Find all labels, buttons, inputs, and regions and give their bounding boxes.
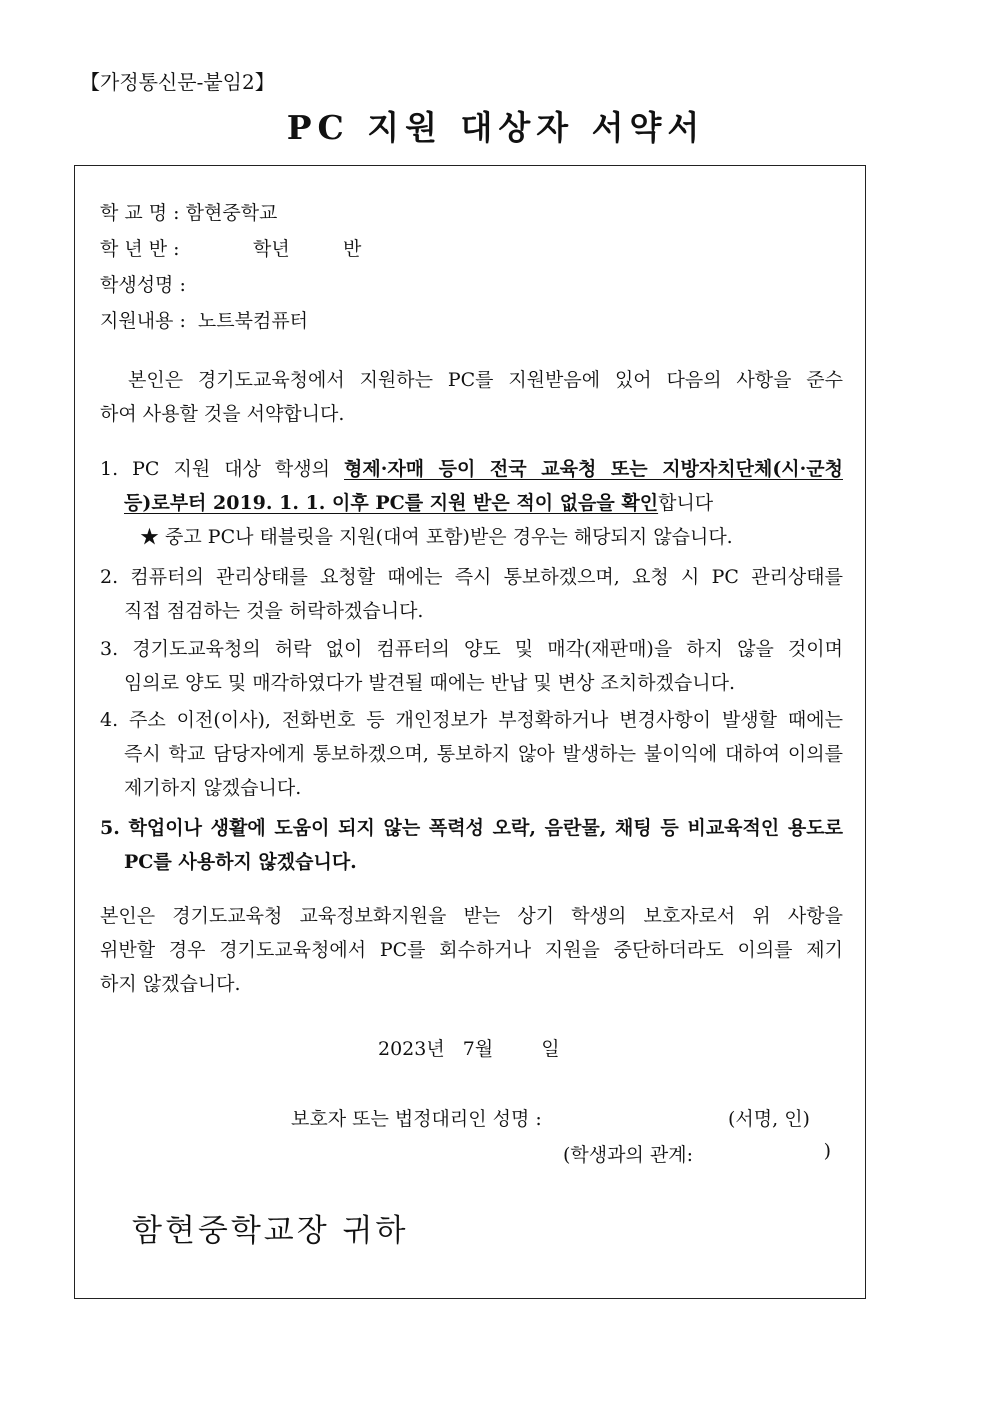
class-unit: 반 <box>343 238 362 260</box>
item-4 <box>100 703 843 805</box>
item-2-line-1: 2. 컴퓨터의 관리상태를 요청할 때에는 즉시 통보하겠으며, 요청 시 PC 관리상태를 <box>100 566 843 588</box>
item-3-line-2: 임의로 양도 및 매각하였다가 발견될 때에는 반납 및 변상 조치하겠습니다. <box>124 672 736 694</box>
pledge-line-1: 본인은 경기도교육청 교육정보화지원을 받는 상기 학생의 보호자로서 위 사항을 <box>100 905 843 927</box>
info-class <box>100 234 362 261</box>
item-4-line-2: 즉시 학교 담당자에게 통보하겠으며, 통보하지 않아 발생하는 불이익에 대하여 이의를 <box>124 743 843 765</box>
date-line <box>378 1034 560 1061</box>
school-value: 함현중학교 <box>185 202 278 224</box>
intro-paragraph <box>100 363 843 431</box>
item-1-line-2 <box>100 486 843 520</box>
info-school <box>100 198 277 225</box>
item-1 <box>100 452 843 554</box>
school-label: 학 교 명 : <box>100 202 180 224</box>
guardian-pledge <box>100 899 843 1001</box>
info-student <box>100 270 186 297</box>
date-month: 7월 <box>462 1038 494 1060</box>
item-1-emphasis-2: 등)로부터 2019. 1. 1. 이후 PC를 지원 받은 적이 없음을 확인 <box>124 492 659 514</box>
relation-label: (학생과의 관계: <box>563 1144 693 1166</box>
item-1-lead: 1. PC 지원 대상 학생의 <box>100 458 345 480</box>
document-title: PC 지원 대상자 서약서 <box>286 108 706 147</box>
grade-unit: 학년 <box>253 238 290 260</box>
guardian-signature-line <box>291 1104 810 1131</box>
intro-line-1: 본인은 경기도교육청에서 지원하는 PC를 지원받음에 있어 다음의 사항을 준수 <box>128 369 843 391</box>
attachment-label: 【가정통신문-붙임2】 <box>80 70 275 94</box>
item-4-line-1: 4. 주소 이전(이사), 전화번호 등 개인정보가 부정확하거나 변경사항이 발생할 때에는 <box>100 709 843 731</box>
item-3 <box>100 632 843 700</box>
info-support <box>100 306 308 333</box>
date-year: 2023년 <box>378 1038 445 1060</box>
item-1-note: ★ 중고 PC나 태블릿을 지원(대여 포함)받은 경우는 해당되지 않습니다. <box>140 526 733 548</box>
addressee-closing: 함현중학교장 귀하 <box>132 1213 409 1249</box>
item-2-line-2: 직접 점검하는 것을 허락하겠습니다. <box>124 600 424 622</box>
intro-line-2: 하여 사용할 것을 서약합니다. <box>100 403 345 425</box>
item-1-emphasis-1: 형제·자매 등이 전국 교육청 또는 지방자치단체(시·군청 <box>344 458 843 480</box>
guardian-name-label: 보호자 또는 법정대리인 성명 : <box>291 1108 542 1130</box>
class-label: 학 년 반 : <box>100 238 180 260</box>
pledge-line-3: 하지 않겠습니다. <box>100 973 241 995</box>
item-5-line-2: PC를 사용하지 않겠습니다. <box>124 851 357 873</box>
item-4-line-3: 제기하지 않겠습니다. <box>124 777 302 799</box>
item-5-line-1: 5. 학업이나 생활에 도움이 되지 않는 폭력성 오락, 음란물, 채팅 등 비교육적인 용도로 <box>100 817 843 839</box>
support-label: 지원내용 : <box>100 310 186 332</box>
student-label: 학생성명 : <box>100 274 186 296</box>
relation-line <box>563 1140 831 1167</box>
pledge-line-2: 위반할 경우 경기도교육청에서 PC를 회수하거나 지원을 중단하더라도 이의를 제기 <box>100 939 843 961</box>
item-2 <box>100 560 843 628</box>
item-1-tail: 합니다 <box>658 492 714 514</box>
item-3-line-1: 3. 경기도교육청의 허락 없이 컴퓨터의 양도 및 매각(재판매)을 하지 않을 것이며 <box>100 638 843 660</box>
signature-mark: (서명, 인) <box>728 1108 810 1130</box>
relation-close: ) <box>823 1140 831 1162</box>
date-day: 일 <box>541 1038 560 1060</box>
item-5 <box>100 811 843 879</box>
support-value: 노트북컴퓨터 <box>197 310 309 332</box>
item-1-line-1 <box>100 452 843 486</box>
